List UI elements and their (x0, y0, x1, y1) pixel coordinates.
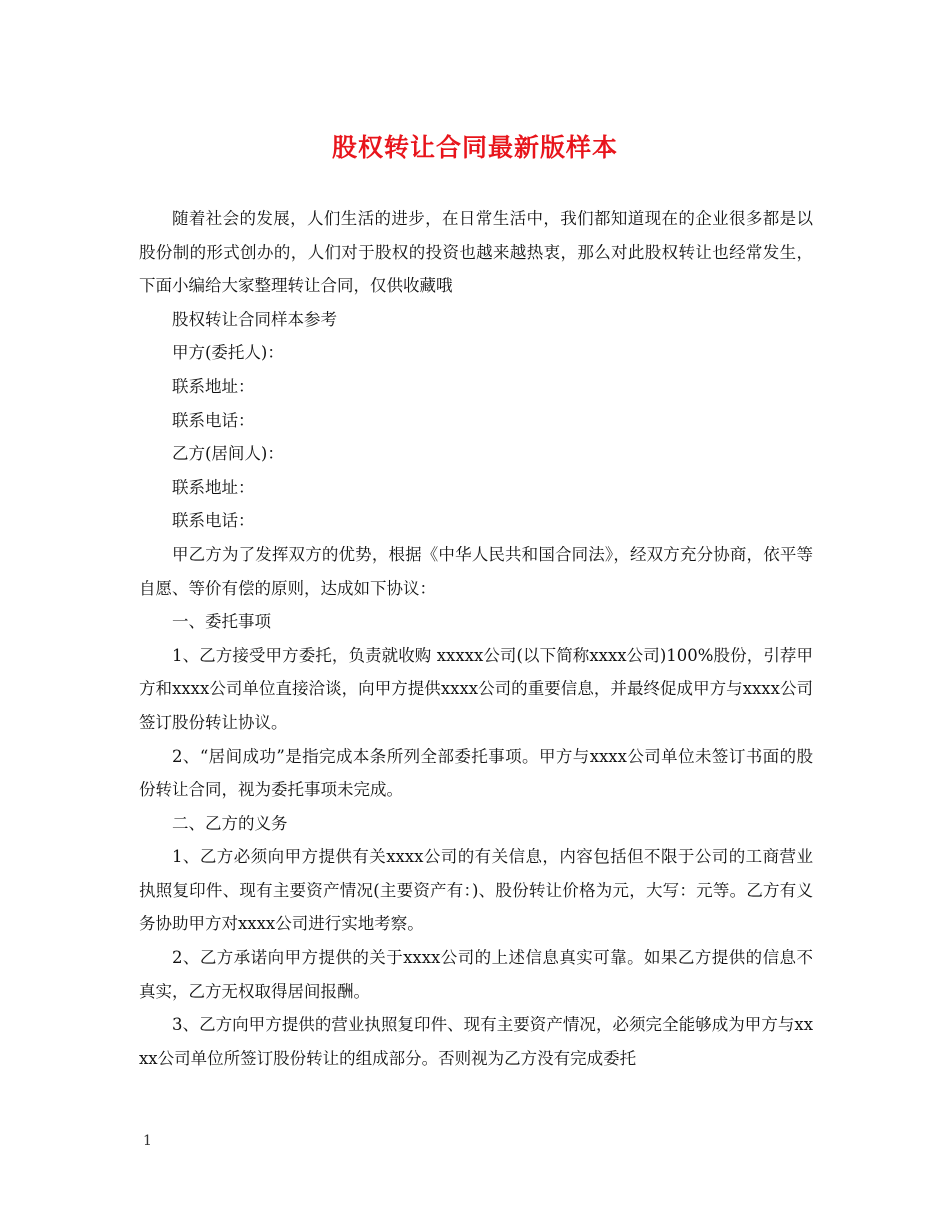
paragraph-party-a-address: 联系地址： (172, 376, 255, 396)
paragraph-intro: 随着社会的发展，人们生活的进步，在日常生活中，我们都知道现在的企业很多都是以股份制的形式创办的，人们对于股权的投资也越来越热衷，那么对此股权转让也经常发生，下面小编给大家整理转让合同，仅供收藏哦 (139, 209, 813, 296)
paragraph-party-a-phone: 联系电话： (172, 410, 255, 430)
document-title: 股权转让合同最新版样本 (331, 133, 618, 162)
paragraph-clause-1-1: 1、乙方接受甲方委托，负责就收购 xxxxx公司(以下简称xxxx公司)100%股份，引荐甲方和xxxx公司单位直接洽谈，向甲方提供xxxx公司的重要信息，并最终促成甲方与xxxx公司签订股份转让协议。 (139, 645, 813, 732)
paragraph-heading-reference: 股权转让合同样本参考 (172, 309, 337, 329)
paragraph-clause-2-1: 1、乙方必须向甲方提供有关xxxx公司的有关信息，内容包括但不限于公司的工商营业执照复印件、现有主要资产情况(主要资产有：)、股份转让价格为元，大写：元等。乙方有义务协助甲方对xxxx公司进行实地考察。 (139, 847, 813, 934)
section-heading-party-b-obligations: 二、乙方的义务 (172, 813, 288, 833)
document-body (139, 202, 813, 1075)
paragraph-party-b-address: 联系地址： (172, 477, 255, 497)
paragraph-party-b: 乙方(居间人)： (172, 444, 284, 464)
page-number: 1 (143, 1133, 152, 1149)
paragraph-agreement-basis: 甲乙方为了发挥双方的优势，根据《中华人民共和国合同法》，经双方充分协商，依平等自愿、等价有偿的原则，达成如下协议： (139, 544, 813, 598)
paragraph-clause-1-2: 2、“居间成功”是指完成本条所列全部委托事项。甲方与xxxx公司单位未签订书面的股份转让合同，视为委托事项未完成。 (139, 746, 813, 800)
paragraph-clause-2-3: 3、乙方向甲方提供的营业执照复印件、现有主要资产情况，必须完全能够成为甲方与xxxx公司单位所签订股份转让的组成部分。否则视为乙方没有完成委托 (139, 1015, 813, 1068)
paragraph-party-a: 甲方(委托人)： (172, 343, 284, 363)
paragraph-clause-2-2: 2、乙方承诺向甲方提供的关于xxxx公司的上述信息真实可靠。如果乙方提供的信息不真实，乙方无权取得居间报酬。 (139, 948, 813, 1001)
section-heading-entrusted-matters: 一、委托事项 (172, 612, 271, 632)
paragraph-party-b-phone: 联系电话： (172, 511, 255, 531)
